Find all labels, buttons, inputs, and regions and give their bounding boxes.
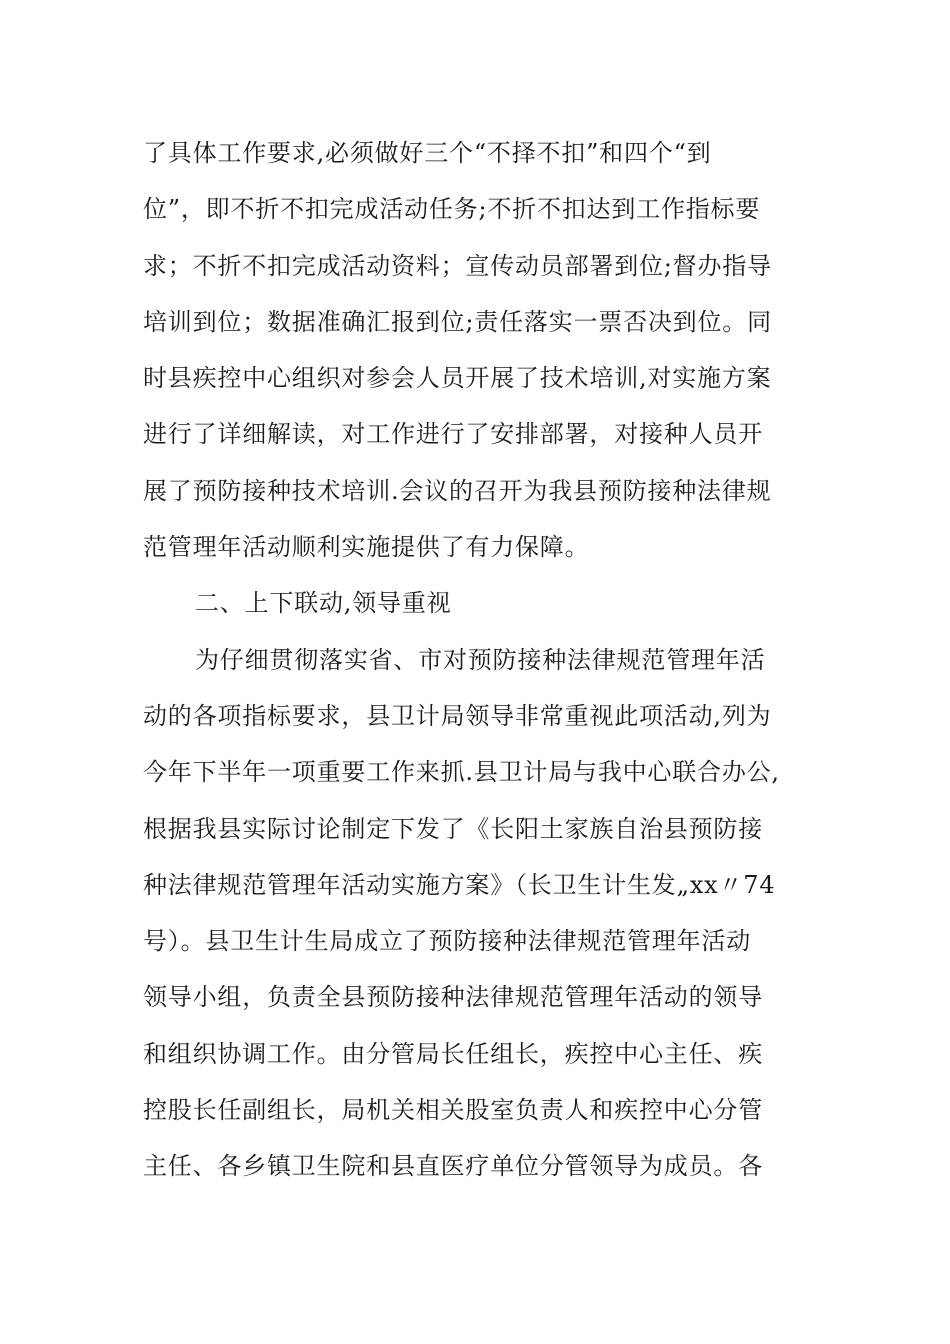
text-line: 种法律规范管理年活动实施方案》（长卫生计生发„xx〃74	[143, 870, 776, 899]
text-line: 培训到位；数据准确汇报到位;责任落实一票否决到位。同	[143, 307, 772, 336]
text-line: 领导小组，负责全县预防接种法律规范管理年活动的领导	[143, 983, 763, 1012]
text-line: 展了预防接种技术培训.会议的召开为我县预防接种法律规	[143, 476, 772, 505]
text-line: 时县疾控中心组织对参会人员开展了技术培训,对实施方案	[143, 364, 772, 393]
text-line: 动的各项指标要求，县卫计局领导非常重视此项活动,列为	[143, 701, 772, 730]
text-line: 了具体工作要求,必须做好三个“不择不扣”和四个“到	[143, 139, 712, 167]
text-line: 范管理年活动顺利实施提供了有力保障。	[143, 533, 590, 562]
text-line: 和组织协调工作。由分管局长任组长，疾控中心主任、疾	[143, 1039, 763, 1068]
text-line: 主任、各乡镇卫生院和县直医疗单位分管领导为成员。各	[143, 1152, 763, 1181]
section-heading: 二、上下联动,领导重视	[195, 589, 452, 618]
text-line: 号）。县卫生计生局成立了预防接种法律规范管理年活动	[143, 927, 751, 956]
text-line: 求；不折不扣完成活动资料；宣传动员部署到位;督办指导	[143, 251, 772, 280]
text-line: 根据我县实际讨论制定下发了《长阳土家族自治县预防接	[143, 814, 763, 843]
text-line: 控股长任副组长，局机关相关股室负责人和疾控中心分管	[143, 1096, 763, 1125]
text-line: 位”，即不折不扣完成活动任务;不折不扣达到工作指标要	[143, 195, 761, 224]
text-line: 今年下半年一项重要工作来抓.县卫计局与我中心联合办公,	[143, 758, 780, 787]
text-line: 进行了详细解读，对工作进行了安排部署，对接种人员开	[143, 420, 763, 449]
document-body	[143, 125, 813, 1195]
text-line: 为仔细贯彻落实省、市对预防接种法律规范管理年活	[195, 645, 766, 674]
